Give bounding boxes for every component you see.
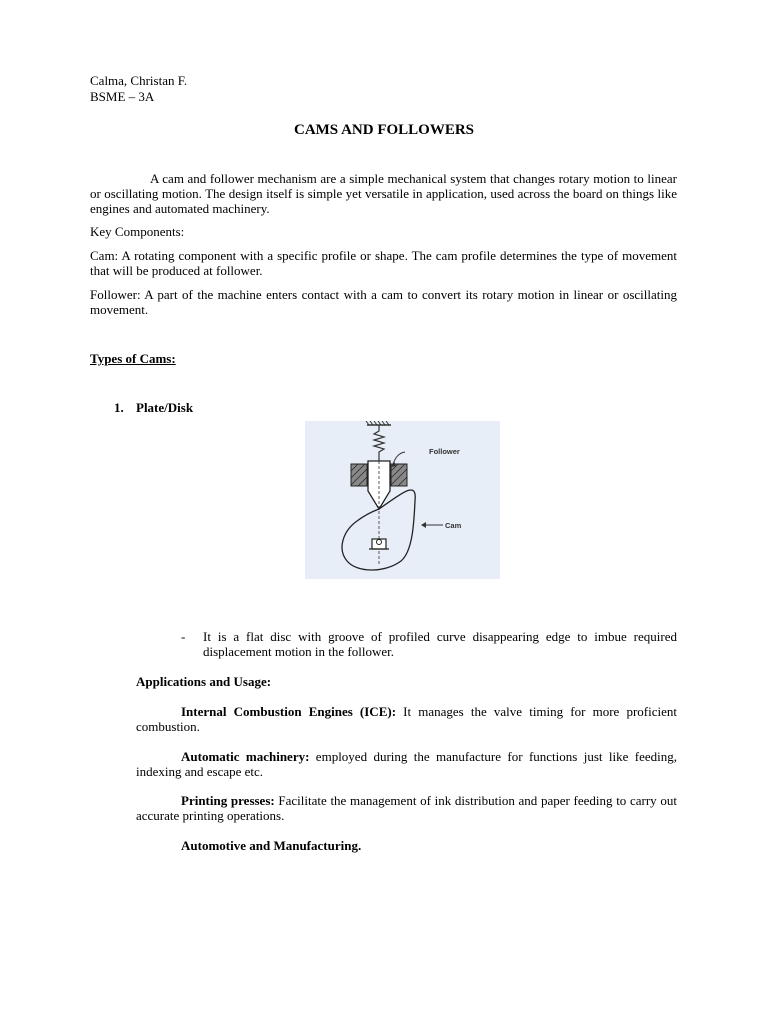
class-section: BSME – 3A bbox=[90, 89, 155, 104]
spring-icon bbox=[374, 425, 384, 461]
list-number: 1. bbox=[114, 400, 124, 415]
application-automotive: Automotive and Manufacturing. bbox=[181, 838, 362, 853]
key-components-heading: Key Components: bbox=[90, 224, 185, 239]
cam-definition: Cam: A rotating component with a specific profile or shape. The cam profile determines the type of movement that will be produced at follower. bbox=[90, 248, 677, 278]
dash-bullet: - bbox=[181, 629, 186, 644]
application-printing bbox=[136, 793, 677, 823]
follower-definition: Follower: A part of the machine enters contact with a cam to convert its rotary motion in linear or oscillating movement. bbox=[90, 287, 677, 317]
list-item-plate-disk: Plate/Disk bbox=[136, 400, 194, 415]
intro-paragraph: A cam and follower mechanism are a simple mechanical system that changes rotary motion to linear or oscillating motion. The design itself is simple yet versatile in application, used across the board on things like engines and automated machinery. bbox=[90, 171, 677, 216]
types-heading: Types of Cams: bbox=[90, 351, 176, 366]
application-ice bbox=[136, 704, 677, 734]
application-ice-text: It manages the valve timing for more proficient combustion. bbox=[136, 704, 677, 734]
plate-cam-diagram bbox=[305, 421, 500, 579]
svg-text:Cam: Cam bbox=[445, 521, 462, 530]
plate-cam-figure bbox=[305, 421, 500, 579]
application-ice-label: Internal Combustion Engines (ICE): bbox=[181, 704, 397, 719]
page-title: CAMS AND FOLLOWERS bbox=[293, 122, 475, 138]
application-printing-label: Printing presses: bbox=[181, 793, 275, 808]
author-name: Calma, Christan F. bbox=[90, 73, 188, 88]
application-automatic-label: Automatic machinery: bbox=[181, 749, 310, 764]
application-printing-text: Facilitate the management of ink distribution and paper feeding to carry out accurate printing operations. bbox=[136, 793, 677, 823]
plate-cam-description: It is a flat disc with groove of profiled curve disappearing edge to imbue required displacement motion in the follower. bbox=[203, 629, 677, 659]
svg-text:Follower: Follower bbox=[429, 447, 460, 456]
application-automatic-text: employed during the manufacture for functions just like feeding, indexing and escape etc. bbox=[136, 749, 677, 779]
applications-heading: Applications and Usage: bbox=[136, 674, 272, 689]
application-automatic bbox=[136, 749, 677, 779]
